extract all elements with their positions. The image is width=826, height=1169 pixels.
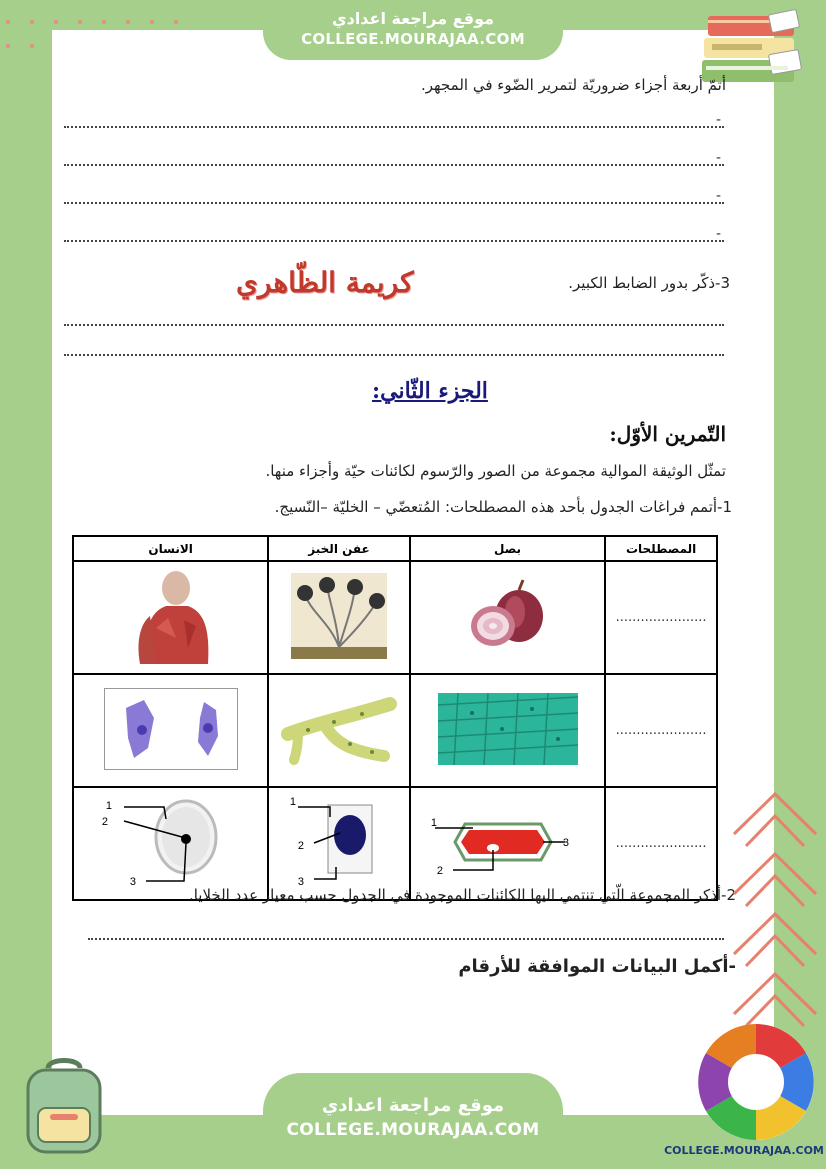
dash: - — [716, 112, 722, 128]
answer-line[interactable] — [64, 240, 724, 242]
answer-line[interactable] — [64, 202, 724, 204]
label-2: 2 — [297, 839, 305, 852]
mold-hyphae-icon — [284, 694, 394, 764]
exercise-intro: تمثّل الوثيقة الموالية مجموعة من الصور والرّسوم لكائنات حيّة وأجزاء منها. — [265, 462, 726, 480]
human-image-cell — [73, 561, 268, 674]
plant-cell-diagram-cell — [410, 787, 605, 900]
answer-line[interactable] — [64, 354, 724, 356]
header-terms: المصطلحات — [605, 536, 717, 561]
complete-labels-instruction: -أكمل البيانات الموافقة للأرقام — [458, 956, 736, 977]
label-3: 3 — [297, 875, 305, 888]
egg-cell-diagram-cell — [73, 787, 268, 900]
dash: - — [716, 188, 722, 204]
answer-blank[interactable]: ...................... — [605, 561, 717, 674]
table-header-row — [73, 536, 717, 561]
human-muscles-icon — [126, 568, 216, 664]
label-1: 1 — [289, 795, 297, 808]
author-name-stamp: كريمة الظّاهري — [236, 266, 414, 299]
label-3: 3 — [562, 836, 569, 849]
bread-mold-icon — [289, 571, 389, 661]
terms-table — [72, 535, 718, 901]
decorative-chevrons — [730, 790, 820, 1040]
answer-line[interactable] — [88, 938, 724, 940]
answer-line[interactable] — [64, 126, 724, 128]
answer-line[interactable] — [64, 324, 724, 326]
table-row — [73, 674, 717, 787]
yeast-cell-diagram-cell — [268, 787, 410, 900]
onion-tissue-icon — [438, 693, 578, 765]
site-url[interactable]: COLLEGE.MOURAJAA.COM — [286, 1120, 540, 1140]
site-banner-top[interactable] — [263, 0, 563, 60]
site-name: موقع مراجعة اعدادي — [321, 1095, 505, 1116]
onion-tissue-cell — [410, 674, 605, 787]
question-1: 1-أتمم فراغات الجدول بأحد هذه المصطلحات: المُتعضّي – الخليّة –النّسيج. — [274, 498, 732, 516]
table-row — [73, 787, 717, 900]
answer-blank[interactable]: ...................... — [605, 674, 717, 787]
part-title: الجزء الثّاني: — [372, 378, 488, 404]
answer-blank[interactable]: ...................... — [605, 787, 717, 900]
header-onion: بصل — [410, 536, 605, 561]
site-logo-icon[interactable] — [696, 1022, 816, 1142]
onion-icon — [453, 576, 563, 656]
label-1: 1 — [105, 799, 112, 812]
label-3: 3 — [129, 875, 136, 888]
logo-caption: COLLEGE.MOURAJAA.COM — [664, 1144, 824, 1157]
dash: - — [716, 150, 722, 166]
backpack-icon — [14, 1058, 114, 1158]
onion-image-cell — [410, 561, 605, 674]
label-2: 2 — [436, 864, 443, 877]
human-cells-icon — [104, 688, 238, 770]
exercise-title: التّمرين الأوّل: — [609, 422, 726, 446]
question-3: 3-ذكّر بدور الضابط الكبير. — [568, 274, 730, 292]
mold-hyphae-cell — [268, 674, 410, 787]
human-cells-cell — [73, 674, 268, 787]
site-banner-bottom[interactable] — [263, 1073, 563, 1169]
site-url[interactable]: COLLEGE.MOURAJAA.COM — [301, 30, 525, 48]
header-bread-mold: عفن الخبز — [268, 536, 410, 561]
header-human: الانسان — [73, 536, 268, 561]
label-1: 1 — [430, 816, 437, 829]
plant-cell-diagram — [430, 806, 583, 878]
question-2: 2-أذكر المجموعة الّتي تنتمي اليها الكائنات الموجودة في الجدول حسب معيار عدد الخلايا. — [188, 886, 736, 904]
answer-line[interactable] — [64, 164, 724, 166]
label-2: 2 — [101, 815, 108, 828]
dash: - — [716, 226, 722, 242]
yeast-cell-diagram — [289, 795, 384, 888]
egg-cell-diagram — [101, 797, 236, 888]
question-parts: أتمّ أربعة أجزاء ضروريّة لتمرير الضّوء في المجهر. — [421, 76, 726, 94]
site-name: موقع مراجعة اعدادي — [331, 9, 495, 28]
table-row — [73, 561, 717, 674]
bread-mold-image-cell — [268, 561, 410, 674]
